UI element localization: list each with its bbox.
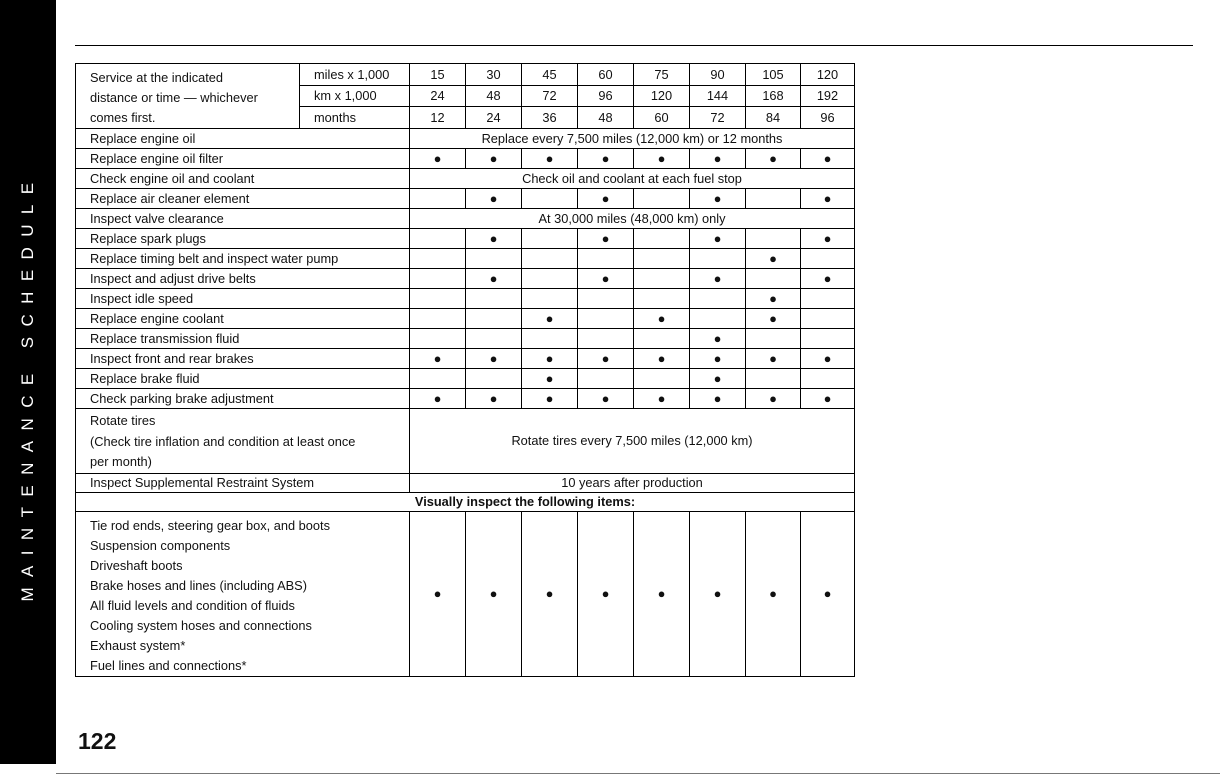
item-label-line: (Check tire inflation and condition at least once xyxy=(90,433,356,449)
item-label: Replace timing belt and inspect water pump xyxy=(76,249,410,269)
item-note: Rotate tires every 7,500 miles (12,000 km) xyxy=(410,409,855,474)
service-dot: ● xyxy=(489,191,498,206)
interval-months: 60 xyxy=(634,107,690,129)
service-dot: ● xyxy=(713,151,722,166)
service-dot: ● xyxy=(433,391,442,406)
item-note: At 30,000 miles (48,000 km) only xyxy=(410,209,855,229)
service-dot: ● xyxy=(823,351,832,366)
service-dot: ● xyxy=(601,231,610,246)
service-dot: ● xyxy=(713,586,722,601)
item-note: 10 years after production xyxy=(410,473,855,492)
schedule-row-inspect-srs xyxy=(76,473,855,492)
item-label: Inspect front and rear brakes xyxy=(76,349,410,369)
interval-months: 12 xyxy=(410,107,466,129)
item-label: Inspect valve clearance xyxy=(76,209,410,229)
visual-item: Driveshaft boots xyxy=(90,557,183,573)
service-dot: ● xyxy=(545,311,554,326)
interval-km: 24 xyxy=(410,85,466,107)
interval-km: 72 xyxy=(522,85,578,107)
service-dot: ● xyxy=(601,351,610,366)
item-note: Replace every 7,500 miles (12,000 km) or 12 months xyxy=(410,129,855,149)
interval-km: 168 xyxy=(746,85,801,107)
intro-line: Service at the indicated xyxy=(90,70,224,85)
interval-months: 24 xyxy=(466,107,522,129)
service-dot: ● xyxy=(601,391,610,406)
interval-km: 144 xyxy=(690,85,746,107)
item-label: Replace engine oil xyxy=(76,129,410,149)
section-side-tab-label: MAINTENANCE SCHEDULE xyxy=(18,172,37,602)
service-dot: ● xyxy=(489,391,498,406)
interval-months: 72 xyxy=(690,107,746,129)
service-dot: ● xyxy=(545,351,554,366)
visual-item: Exhaust system* xyxy=(90,637,186,653)
service-dot: ● xyxy=(713,351,722,366)
item-label: Check engine oil and coolant xyxy=(76,169,410,189)
service-dot: ● xyxy=(545,391,554,406)
schedule-row-replace-oil-filter xyxy=(76,149,855,169)
service-dot: ● xyxy=(433,586,442,601)
item-label: Replace air cleaner element xyxy=(76,189,410,209)
bottom-rule xyxy=(56,773,1220,774)
visual-inspection-list xyxy=(76,511,410,676)
interval-miles: 75 xyxy=(634,64,690,86)
schedule-row-replace-timing-belt xyxy=(76,249,855,269)
item-label: Replace transmission fluid xyxy=(76,329,410,349)
service-dot: ● xyxy=(489,351,498,366)
miles-row xyxy=(76,64,855,86)
intro-line: distance or time — whichever xyxy=(90,90,258,105)
schedule-row-rotate-tires xyxy=(76,409,855,474)
item-note: Check oil and coolant at each fuel stop xyxy=(410,169,855,189)
interval-km: 48 xyxy=(466,85,522,107)
interval-months: 96 xyxy=(801,107,855,129)
visual-item: Fuel lines and connections* xyxy=(90,657,247,673)
schedule-row-replace-air-cleaner xyxy=(76,189,855,209)
top-rule xyxy=(75,45,1193,46)
item-label-line: Rotate tires xyxy=(90,413,156,428)
service-dot: ● xyxy=(823,151,832,166)
service-dot: ● xyxy=(545,151,554,166)
service-dot: ● xyxy=(601,586,610,601)
visual-inspection-header-row xyxy=(76,492,855,511)
visual-item: Tie rod ends, steering gear box, and boots xyxy=(90,517,330,533)
service-dot: ● xyxy=(601,151,610,166)
service-dot: ● xyxy=(433,351,442,366)
service-dot: ● xyxy=(657,391,666,406)
interval-km: 96 xyxy=(578,85,634,107)
page-number: 122 xyxy=(78,728,117,754)
service-dot: ● xyxy=(713,191,722,206)
service-dot: ● xyxy=(823,231,832,246)
interval-miles: 30 xyxy=(466,64,522,86)
service-dot: ● xyxy=(433,151,442,166)
interval-months: 48 xyxy=(578,107,634,129)
item-label: Check parking brake adjustment xyxy=(76,389,410,409)
visual-item: All fluid levels and condition of fluids xyxy=(90,597,295,613)
service-dot: ● xyxy=(657,311,666,326)
service-dot: ● xyxy=(769,151,777,166)
interval-months: 84 xyxy=(746,107,801,129)
service-dot: ● xyxy=(657,151,666,166)
schedule-row-inspect-brakes xyxy=(76,349,855,369)
service-dot: ● xyxy=(657,351,666,366)
visual-inspection-heading: Visually inspect the following items: xyxy=(76,492,855,511)
unit-label-months: months xyxy=(300,107,410,129)
item-label: Replace brake fluid xyxy=(76,369,410,389)
service-dot: ● xyxy=(545,371,554,386)
service-dot: ● xyxy=(601,191,610,206)
service-dot: ● xyxy=(713,231,722,246)
item-label: Replace engine oil filter xyxy=(76,149,410,169)
section-side-tab xyxy=(0,0,56,764)
intro-line: comes first. xyxy=(90,110,156,125)
service-dot: ● xyxy=(823,391,832,406)
service-dot: ● xyxy=(769,251,777,266)
schedule-row-replace-engine-coolant xyxy=(76,309,855,329)
service-dot: ● xyxy=(489,586,498,601)
service-dot: ● xyxy=(823,191,832,206)
interval-km: 192 xyxy=(801,85,855,107)
interval-months: 36 xyxy=(522,107,578,129)
intro-text xyxy=(76,64,300,129)
item-label: Inspect and adjust drive belts xyxy=(76,269,410,289)
service-dot: ● xyxy=(601,271,610,286)
schedule-row-replace-transmission-fluid xyxy=(76,329,855,349)
schedule-row-inspect-valve-clearance xyxy=(76,209,855,229)
service-dot: ● xyxy=(713,331,722,346)
item-label xyxy=(76,409,410,474)
interval-km: 120 xyxy=(634,85,690,107)
service-dot: ● xyxy=(769,391,777,406)
service-dot: ● xyxy=(823,271,832,286)
interval-miles: 45 xyxy=(522,64,578,86)
service-dot: ● xyxy=(713,271,722,286)
service-dot: ● xyxy=(489,151,498,166)
service-dot: ● xyxy=(713,391,722,406)
item-label: Inspect Supplemental Restraint System xyxy=(76,473,410,492)
service-dot: ● xyxy=(769,351,777,366)
visual-item: Suspension components xyxy=(90,537,231,553)
visual-item: Cooling system hoses and connections xyxy=(90,617,312,633)
interval-miles: 105 xyxy=(746,64,801,86)
service-dot: ● xyxy=(713,371,722,386)
interval-miles: 60 xyxy=(578,64,634,86)
item-label: Replace spark plugs xyxy=(76,229,410,249)
service-dot: ● xyxy=(769,311,777,326)
service-dot: ● xyxy=(489,271,498,286)
schedule-row-replace-brake-fluid xyxy=(76,369,855,389)
interval-miles: 120 xyxy=(801,64,855,86)
service-dot: ● xyxy=(545,586,554,601)
interval-miles: 90 xyxy=(690,64,746,86)
service-dot: ● xyxy=(769,291,777,306)
visual-inspection-row xyxy=(76,511,855,676)
schedule-row-inspect-idle-speed xyxy=(76,289,855,309)
service-dot: ● xyxy=(769,586,777,601)
unit-label-miles: miles x 1,000 xyxy=(300,64,410,86)
schedule-row-check-parking-brake xyxy=(76,389,855,409)
item-label: Replace engine coolant xyxy=(76,309,410,329)
service-dot: ● xyxy=(489,231,498,246)
schedule-row-replace-engine-oil xyxy=(76,129,855,149)
service-dot: ● xyxy=(657,586,666,601)
item-label: Inspect idle speed xyxy=(76,289,410,309)
schedule-row-replace-spark-plugs xyxy=(76,229,855,249)
unit-label-km: km x 1,000 xyxy=(300,85,410,107)
interval-miles: 15 xyxy=(410,64,466,86)
schedule-row-check-oil-coolant xyxy=(76,169,855,189)
item-label-line: per month) xyxy=(90,454,152,469)
service-dot: ● xyxy=(823,586,832,601)
schedule-row-inspect-drive-belts xyxy=(76,269,855,289)
maintenance-schedule-table xyxy=(75,63,855,677)
visual-item: Brake hoses and lines (including ABS) xyxy=(90,577,307,593)
